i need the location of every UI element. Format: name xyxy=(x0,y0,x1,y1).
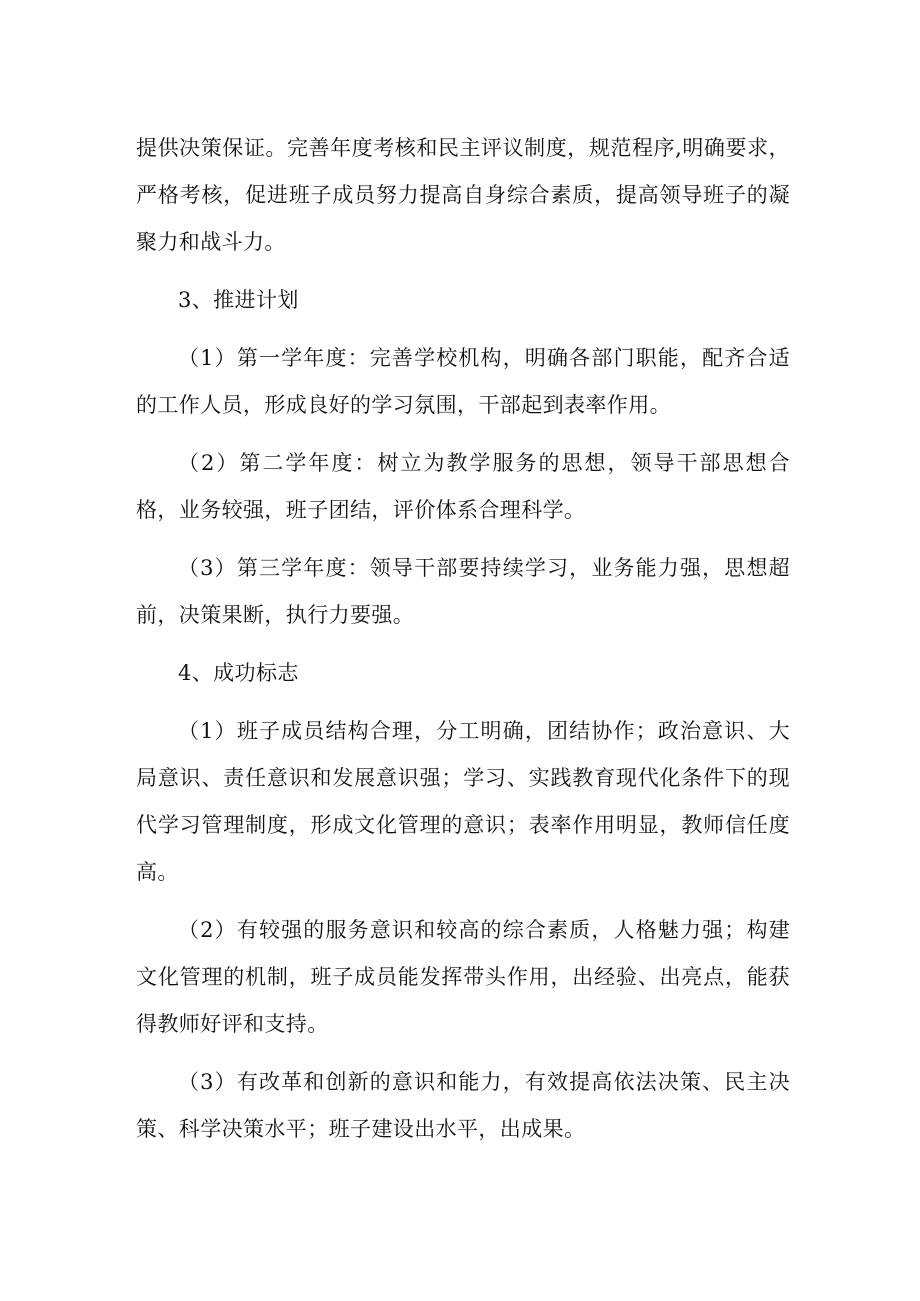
paragraph-success-2: （2）有较强的服务意识和较高的综合素质，人格魅力强；构建文化管理的机制，班子成员能发挥带头作用，出经验、出亮点，能获得教师好评和支持。 xyxy=(136,918,790,1036)
paragraph-plan-year-1: （1）第一学年度：完善学校机构，明确各部门职能，配齐合适的工作人员，形成良好的学习氛围，干部起到表率作用。 xyxy=(136,346,790,417)
paragraph-plan-year-2: （2）第二学年度：树立为教学服务的思想，领导干部思想合格，业务较强，班子团结，评价体系合理科学。 xyxy=(136,451,790,522)
paragraph-success-1: （1）班子成员结构合理，分工明确，团结协作；政治意识、大局意识、责任意识和发展意识强；学习、实践教育现代化条件下的现代学习管理制度，形成文化管理的意识；表率作用明显，教师信任度高。 xyxy=(136,719,790,884)
paragraph-success-3: （3）有改革和创新的意识和能力，有效提高依法决策、民主决策、科学决策水平；班子建设出水平，出成果。 xyxy=(136,1070,790,1141)
section-heading-success: 4、成功标志 xyxy=(178,661,299,685)
document-body xyxy=(136,125,790,1164)
paragraph-plan-year-3: （3）第三学年度：领导干部要持续学习，业务能力强，思想超前，决策果断，执行力要强。 xyxy=(136,556,790,627)
paragraph-continuation: 提供决策保证。完善年度考核和民主评议制度，规范程序,明确要求，严格考核，促进班子成员努力提高自身综合素质，提高领导班子的凝聚力和战斗力。 xyxy=(136,136,790,254)
section-heading-plan: 3、推进计划 xyxy=(178,288,299,312)
